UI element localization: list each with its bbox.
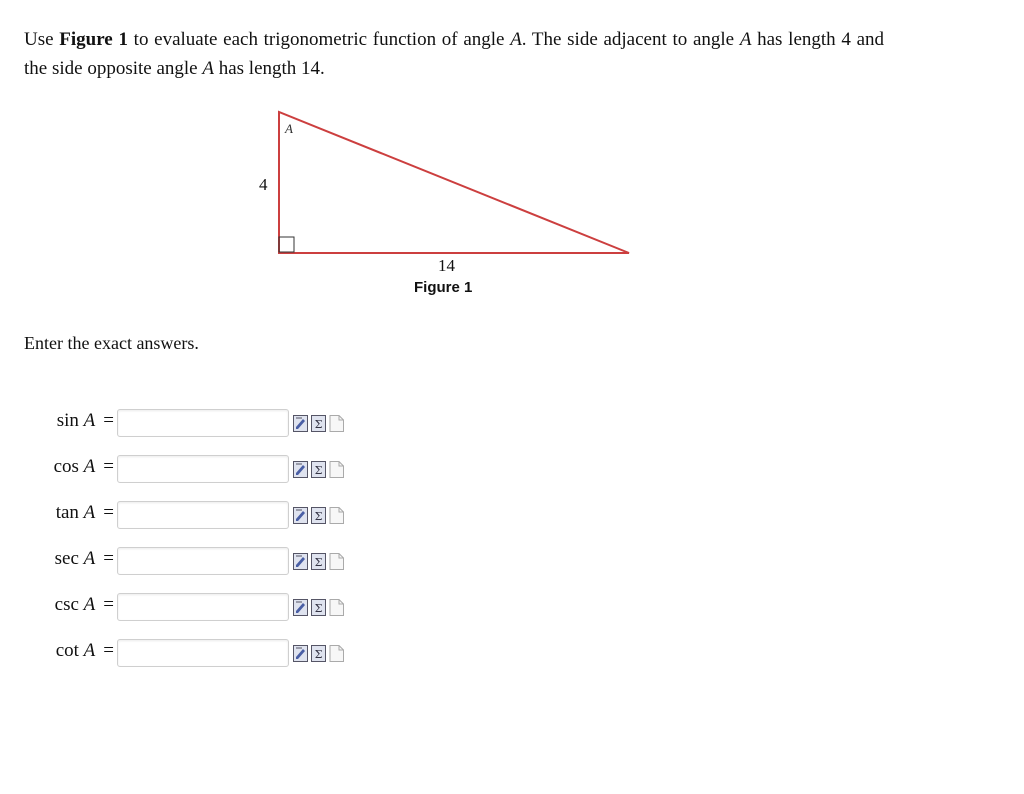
- question-part: to evaluate each trigonometric function of angle: [127, 29, 511, 50]
- triangle-diagram: [245, 100, 645, 270]
- attachment-icon[interactable]: [329, 553, 344, 570]
- angle-variable: A: [510, 29, 522, 50]
- edit-icon[interactable]: [293, 461, 308, 478]
- function-label: sec A =: [54, 548, 114, 569]
- cos-a-input[interactable]: [117, 455, 289, 483]
- right-angle-marker: [279, 237, 294, 252]
- sec-a-input[interactable]: [117, 547, 289, 575]
- tan-a-input[interactable]: [117, 501, 289, 529]
- question-part: Use: [24, 29, 60, 50]
- answer-tools: [293, 553, 344, 570]
- instruction-text: Enter the exact answers.: [24, 333, 199, 353]
- csc-a-input[interactable]: [117, 593, 289, 621]
- adjacent-side-label: 4: [259, 175, 268, 194]
- edit-icon[interactable]: [293, 507, 308, 524]
- figure-1: [245, 100, 645, 310]
- svg-text:Σ: Σ: [314, 648, 323, 661]
- sin-a-input[interactable]: [117, 409, 289, 437]
- attachment-icon[interactable]: [329, 461, 344, 478]
- answer-tools: [293, 507, 344, 524]
- vertex-label-a: A: [285, 121, 293, 136]
- question-part: has length 4 and the side opposite angle: [24, 29, 884, 79]
- answer-row-tan: [20, 499, 380, 545]
- answer-tools: [293, 645, 344, 662]
- equation-editor-icon[interactable]: [311, 507, 326, 524]
- function-label: csc A =: [54, 594, 114, 615]
- svg-text:Σ: Σ: [314, 418, 323, 431]
- answer-tools: [293, 599, 344, 616]
- answer-row-cot: [20, 637, 380, 683]
- function-label: tan A =: [55, 502, 114, 523]
- question-text: [24, 25, 884, 83]
- answer-tools: [293, 461, 344, 478]
- function-label: cot A =: [55, 640, 114, 661]
- edit-icon[interactable]: [293, 415, 308, 432]
- angle-variable: A: [202, 58, 214, 79]
- edit-icon[interactable]: [293, 553, 308, 570]
- question-part: . The side adjacent to angle: [521, 29, 740, 50]
- question-part: has length 14.: [213, 58, 325, 79]
- edit-icon[interactable]: [293, 599, 308, 616]
- svg-text:Σ: Σ: [314, 602, 323, 615]
- attachment-icon[interactable]: [329, 507, 344, 524]
- figure-reference: Figure 1: [59, 29, 128, 50]
- function-label: cos A =: [53, 456, 114, 477]
- opposite-side-label: 14: [438, 256, 455, 275]
- attachment-icon[interactable]: [329, 645, 344, 662]
- equation-editor-icon[interactable]: [311, 461, 326, 478]
- answer-tools: [293, 415, 344, 432]
- equation-editor-icon[interactable]: [311, 415, 326, 432]
- svg-text:Σ: Σ: [314, 464, 323, 477]
- equation-editor-icon[interactable]: [311, 599, 326, 616]
- answer-list: [20, 407, 380, 683]
- edit-icon[interactable]: [293, 645, 308, 662]
- figure-caption: Figure 1: [414, 279, 473, 296]
- attachment-icon[interactable]: [329, 599, 344, 616]
- attachment-icon[interactable]: [329, 415, 344, 432]
- equation-editor-icon[interactable]: [311, 645, 326, 662]
- answer-row-csc: [20, 591, 380, 637]
- svg-text:Σ: Σ: [314, 510, 323, 523]
- answer-row-sec: [20, 545, 380, 591]
- equation-editor-icon[interactable]: [311, 553, 326, 570]
- right-triangle: [279, 112, 629, 253]
- answer-row-sin: [20, 407, 380, 453]
- angle-variable: A: [739, 29, 752, 50]
- svg-text:Σ: Σ: [314, 556, 323, 569]
- function-label: sin A =: [56, 410, 114, 431]
- cot-a-input[interactable]: [117, 639, 289, 667]
- answer-row-cos: [20, 453, 380, 499]
